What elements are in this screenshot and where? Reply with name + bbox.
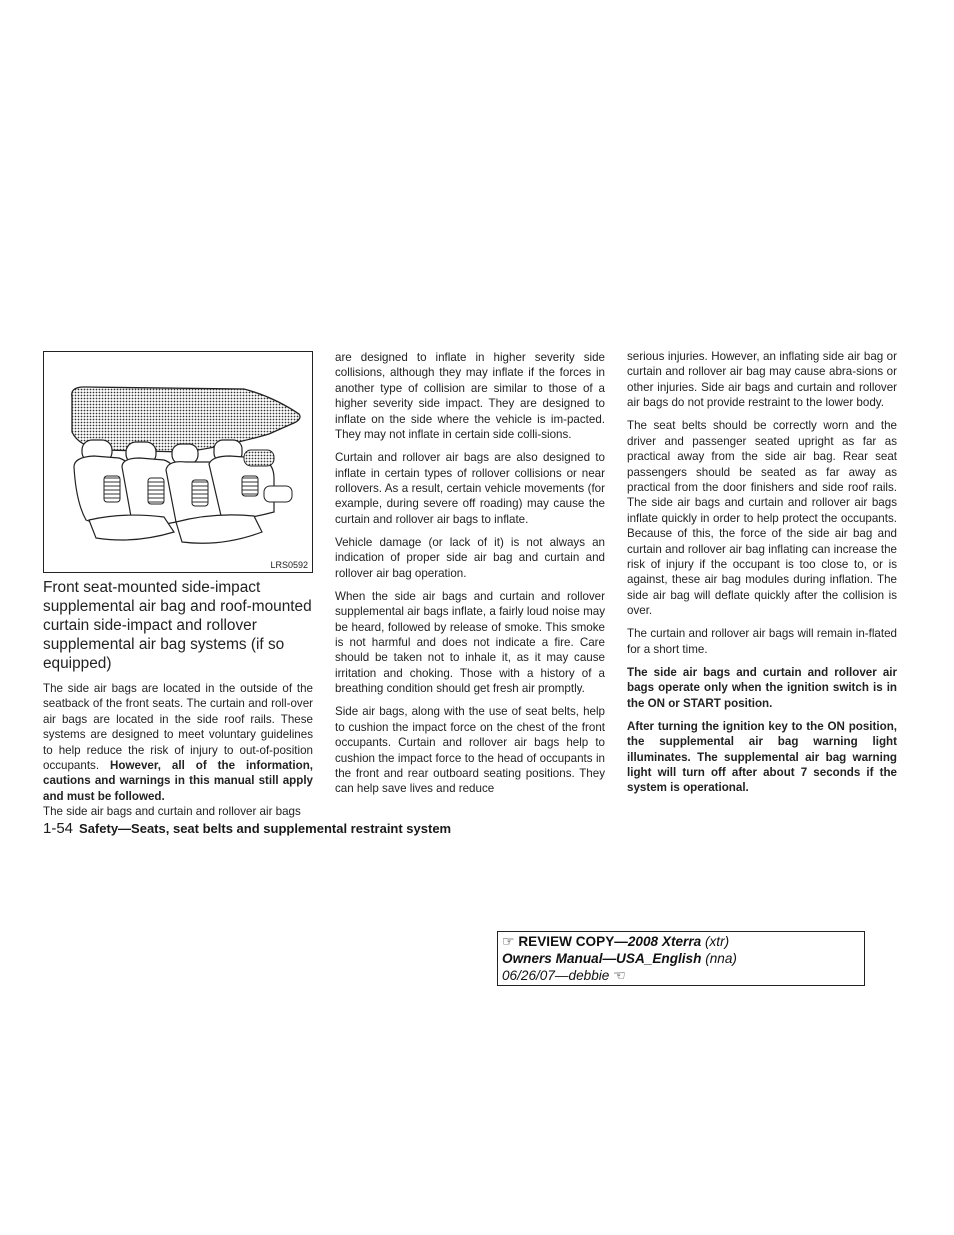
review-manual-code: (nna) [701, 951, 737, 966]
review-model-code: (xtr) [701, 934, 730, 949]
paragraph: Vehicle damage (or lack of it) is not always an indication of proper side air bag and curtain and rollover air bag operation. [335, 535, 605, 580]
section-heading: Front seat-mounted side-impact supplemental air bag and roof-mounted curtain side-impact and rollover supplemental air bag systems (if so equipped) [43, 579, 312, 672]
review-date-author: 06/26/07—debbie [502, 968, 610, 983]
paragraph-bold-text: After turning the ignition key to the ON position, the supplemental air bag warning light illuminates. The supplemental air bag warning light will turn off after about 7 seconds if the system is operational. [627, 719, 897, 795]
column-1 [43, 681, 313, 820]
review-label: REVIEW COPY— [518, 934, 628, 949]
paragraph: Curtain and rollover air bags are also designed to inflate in certain types of rollover collisions or near rollovers. As a result, certain vehicle movements (for example, during severe off roading) may cause the curtain and rollover air bags to inflate. [335, 451, 605, 526]
paragraph: When the side air bags and curtain and rollover supplemental air bags inflate, a fairly loud noise may be heard, followed by release of smoke. This smoke is not harmful and does not indicate a fire. Care should be taken not to inhale it, as it may cause irritation and choking. Those with a history of a breathing condition should get fresh air promptly. [335, 589, 605, 696]
paragraph-bold-text: However, all of the information, cautions and warnings in this manual still apply and must be followed. [43, 759, 314, 803]
pointing-hand-right-icon: ☞ [502, 933, 515, 949]
paragraph: Side air bags, along with the use of seat belts, help to cushion the impact force on the chest of the front occupants. Curtain and rollover air bags help to cushion the impact force to the head of occupants in the front and rear outboard seating positions. They can help save lives and reduce [335, 705, 605, 796]
column-2 [335, 350, 605, 797]
review-line-1 [502, 933, 860, 950]
figure-box [43, 351, 313, 573]
paragraph: The curtain and rollover air bags will remain in-flated for a short time. [627, 627, 897, 656]
review-line-3 [502, 967, 860, 984]
figure-code: LRS0592 [270, 560, 308, 570]
review-line-2 [502, 950, 860, 967]
paragraph-text: The side air bags are located in the outside of the seatback of the front seats. The curtain and roll-over air bags are located in the side roof rails. These systems are designed to meet voluntary guidelines to help reduce the risk of injury to out-of-position occupants. [43, 682, 313, 773]
page-number: 1-54 [43, 820, 74, 837]
paragraph: serious injuries. However, an inflating side air bag or curtain and rollover air bag may cause abra-sions or other injuries. Side air bags and curtain and rollover air bags do not provide restraint to the lower body. [627, 350, 897, 410]
paragraph: The seat belts should be correctly worn and the driver and passenger seated upright as far as practical away from the side air bag. Rear seat passengers should be seated as far away as practical from the door finishers and side roof rails. The side air bags and curtain and rollover air bags inflate quickly in order to help protect the occupants. Because of this, the force of the side air bag and curtain and rollover air bag inflating can increase the risk of injury if the occupant is too close to, or is against, these air bag modules during inflation. The side air bag will deflate quickly after the collision is over. [627, 419, 897, 618]
paragraph [43, 681, 313, 804]
paragraph [627, 665, 897, 711]
seat-and-curtain-air-bag-illustration [44, 352, 313, 573]
column-3 [627, 349, 897, 796]
paragraph: The side air bags and curtain and rollover air bags [43, 805, 301, 819]
section-title: Safety—Seats, seat belts and supplemental restraint system [79, 821, 452, 836]
page-footer [43, 820, 451, 837]
review-copy-box [497, 931, 865, 986]
paragraph: are designed to inflate in higher severity side collisions, although they may inflate if the forces in another type of collision are similar to those of a higher severity side impact. They are designed to inflate on the side where the vehicle is im-pacted. They may not inflate in certain side colli-sions. [335, 351, 605, 442]
pointing-hand-left-icon: ☜ [613, 967, 626, 983]
review-manual: Owners Manual—USA_English [502, 951, 702, 966]
paragraph-bold-text: The side air bags and curtain and rollover air bags operate only when the ignition switch is in the ON or START position. [627, 665, 897, 710]
review-model: 2008 Xterra [627, 934, 702, 949]
paragraph [627, 719, 897, 796]
